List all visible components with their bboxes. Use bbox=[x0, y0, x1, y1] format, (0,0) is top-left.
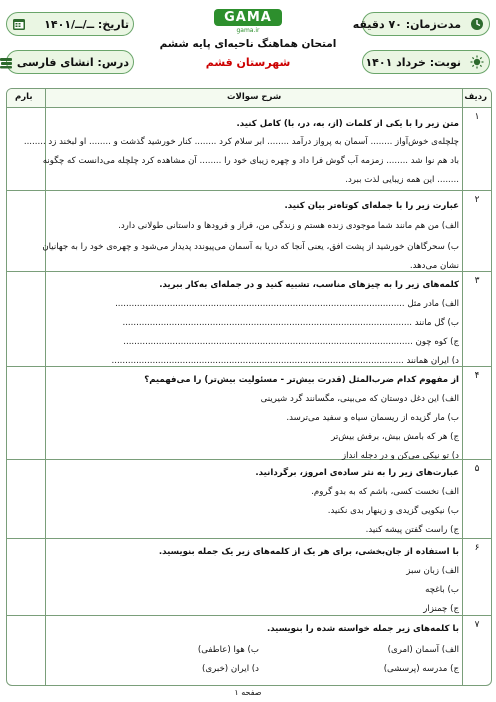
question-line: الف) من هم مانند شما موجودی زنده هستم و زندگی من، فراز و فرودها و داستانی طولانی دارد. bbox=[118, 221, 459, 231]
sun-icon bbox=[470, 55, 484, 69]
question-body bbox=[53, 373, 459, 464]
question-line: چلچله‌ی خوش‌آواز ........ آسمان به پرواز درآمد ........ ابر سلام کرد ........ کنار خورشید گذشت و ........ او لبخند زد ........ bbox=[23, 137, 459, 147]
exam-title: امتحان هماهنگ ناحیه‌ای پایه ششم bbox=[159, 38, 337, 50]
subject-label: درس: انشای فارسی bbox=[16, 55, 129, 69]
question-number: ۶ bbox=[474, 543, 480, 553]
question-line: د) تو نیکی می‌کن و در دجله انداز bbox=[342, 451, 459, 461]
turn-pill bbox=[362, 50, 490, 74]
col-score-header: بارم bbox=[15, 92, 33, 102]
question-title: با استفاده از جان‌بخشی، برای هر یک از کلمه‌های زیر یک جمله بنویسید. bbox=[158, 547, 459, 557]
question-line: نشان می‌دهد. bbox=[409, 261, 459, 271]
exam-header bbox=[6, 6, 490, 80]
clock-icon bbox=[470, 17, 484, 31]
question-title: با کلمه‌های زیر جمله خواسته شده را بنویسید. bbox=[266, 624, 459, 634]
calendar-icon bbox=[12, 17, 26, 31]
question-line: ب) مار گزیده از ریسمان سیاه و سفید می‌ترسد. bbox=[286, 413, 459, 423]
question-line: الف) مادر مثل .......................................................................................................... bbox=[115, 299, 459, 309]
question-row bbox=[7, 367, 491, 460]
answer-item: د) ایران (خبری) bbox=[202, 664, 259, 674]
question-number: ۷ bbox=[474, 620, 480, 630]
question-line: ج) هر که بامش بیش، برفش بیش‌تر bbox=[331, 432, 459, 442]
question-line: ب) گل مانند .......................................................................................................... bbox=[122, 318, 459, 328]
questions-table bbox=[6, 88, 492, 686]
gama-logo: GAMA bbox=[214, 9, 282, 26]
question-title: متن زیر را با یکی از کلمات (از، به، در، با) کامل کنید. bbox=[236, 119, 459, 129]
question-row bbox=[7, 191, 491, 272]
date-pill bbox=[6, 12, 134, 36]
duration-label: مدت‌زمان: ۷۰ دقیقه bbox=[352, 17, 461, 31]
question-line: الف) زبان سبز bbox=[406, 566, 459, 576]
turn-label: نوبت: خرداد ۱۴۰۱ bbox=[365, 55, 461, 69]
question-number: ۳ bbox=[474, 276, 480, 286]
question-line: ج) راست گفتن پیشه کنید. bbox=[365, 525, 459, 535]
question-line: ج) چمنزار bbox=[423, 604, 459, 614]
question-line: د) ایران همانند ........................................................................................................... bbox=[111, 356, 459, 366]
question-row bbox=[7, 539, 491, 616]
subject-pill bbox=[6, 50, 134, 74]
question-line: ب) نیکویی گزیدی و زینهار بدی نکنید. bbox=[327, 506, 459, 516]
question-row bbox=[7, 108, 491, 191]
date-label: تاریخ: ــ/ــ/۱۴۰۱ bbox=[44, 17, 129, 31]
question-line: ........ این همه زیبایی لذت ببرد. bbox=[345, 175, 459, 185]
answer-pair-row bbox=[53, 662, 459, 677]
question-line: الف) این دغل دوستان که می‌بینی، مگسانند گرد شیرینی bbox=[260, 394, 459, 404]
table-header bbox=[7, 89, 491, 108]
question-number: ۲ bbox=[474, 195, 480, 205]
question-body bbox=[53, 622, 459, 677]
answer-item: ج) مدرسه (پرسشی) bbox=[383, 664, 459, 674]
answer-item: ب) هوا (عاطفی) bbox=[197, 645, 259, 655]
col-desc-header: شرح سوالات bbox=[227, 92, 282, 102]
col-row-header: ردیف bbox=[464, 92, 487, 102]
logo-subtext: gama.ir bbox=[236, 27, 260, 34]
answer-pair-row bbox=[53, 643, 459, 658]
question-number: ۱ bbox=[474, 112, 480, 122]
answer-item: الف) آسمان (امری) bbox=[387, 645, 459, 655]
question-line: ب) باغچه bbox=[425, 585, 459, 595]
question-line: ج) کوه چون .......................................................................................................... bbox=[123, 337, 459, 347]
question-line: باد هم نوا شد ........ زمزمه آب گوش فرا داد و چهره زیبای خود را ........ آن مشاهده کرد چلچله می‌دانست که چگونه bbox=[42, 156, 459, 166]
question-title: کلمه‌های زیر را به چیزهای مناسب، تشبیه کنید و در جمله‌ای به‌کار ببرید. bbox=[159, 280, 459, 290]
duration-pill bbox=[352, 12, 490, 36]
city-name: شهرستان قشم bbox=[205, 56, 291, 69]
books-icon bbox=[0, 55, 13, 69]
question-body bbox=[53, 545, 459, 617]
page-number: صفحه ۱ bbox=[234, 688, 262, 697]
question-body bbox=[42, 199, 459, 274]
question-body bbox=[53, 278, 459, 369]
header-center bbox=[136, 6, 360, 80]
question-title: عبارت زیر را با جمله‌ای کوتاه‌تر بیان کنید. bbox=[284, 201, 459, 211]
question-number: ۴ bbox=[474, 371, 480, 381]
question-row bbox=[7, 616, 491, 684]
question-row bbox=[7, 460, 491, 539]
question-row bbox=[7, 272, 491, 367]
question-title: از مفهوم کدام ضرب‌المثل (قدرت بیش‌تر - مسئولیت بیش‌تر) را می‌فهمیم؟ bbox=[144, 375, 459, 385]
question-body bbox=[53, 466, 459, 538]
question-number: ۵ bbox=[474, 464, 480, 474]
question-line: ب) سحرگاهان خورشید از پشت افق، یعنی آنجا که دریا به آسمان می‌پیوندد پدیدار می‌شود و چهره‌ی خود را به جهانیان bbox=[42, 242, 459, 252]
question-body bbox=[23, 117, 459, 188]
question-title: عبارت‌های زیر را به نثر ساده‌ی امروز، برگردانید. bbox=[255, 468, 459, 478]
question-line: الف) نخست کسی، باشم که به بدو گروم. bbox=[311, 487, 459, 497]
